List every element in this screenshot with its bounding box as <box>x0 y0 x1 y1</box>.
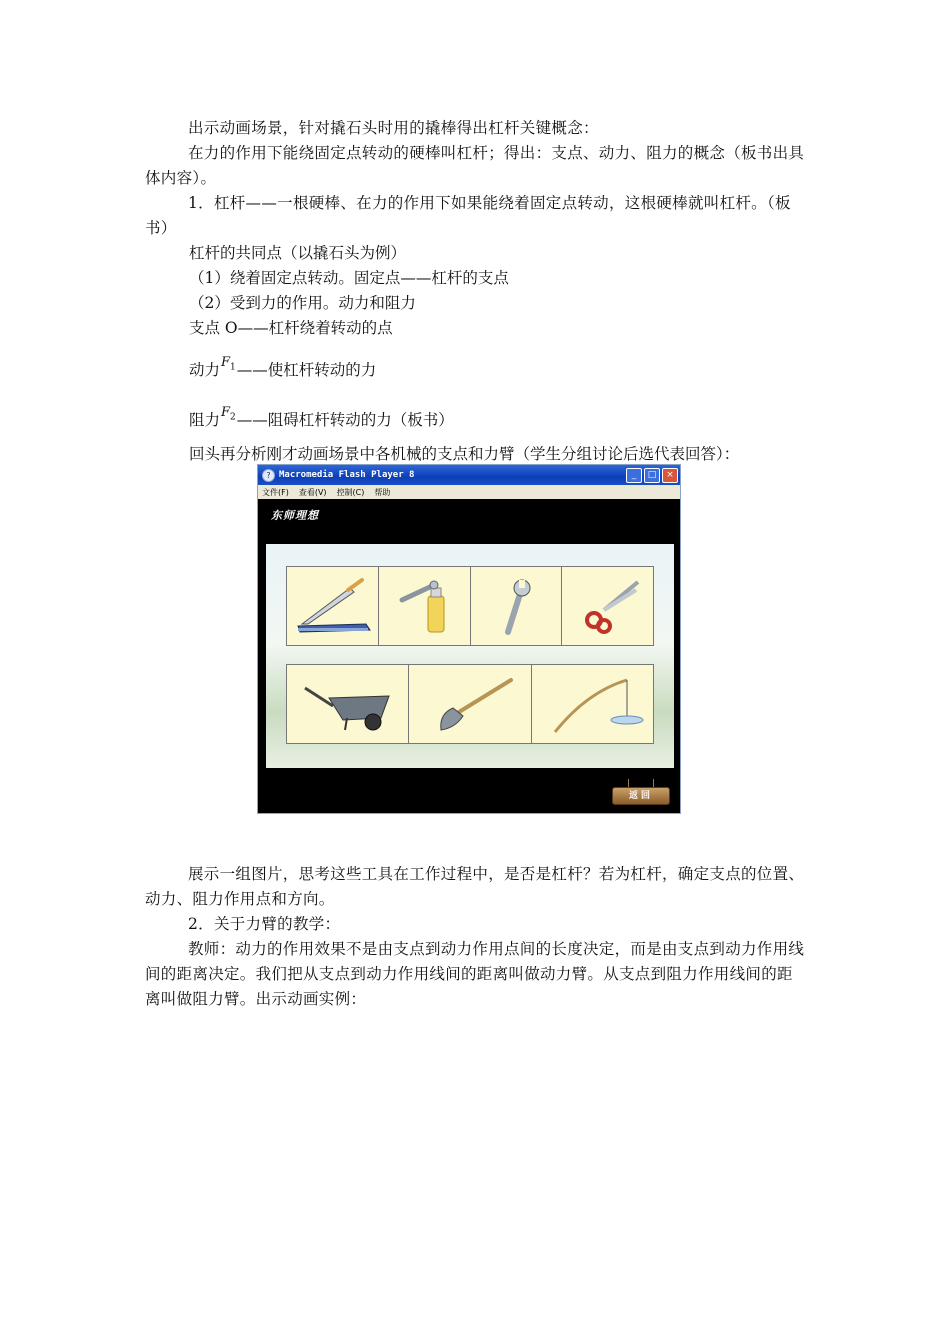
menu-view[interactable]: 查看(V) <box>298 487 327 497</box>
effort-label: 动力 <box>189 361 221 379</box>
text-point-fulcrum: （1）绕着固定点转动。固定点——杠杆的支点 <box>189 269 509 287</box>
maximize-icon[interactable]: □ <box>644 468 660 483</box>
flash-menubar <box>258 485 680 499</box>
flash-player-window <box>257 464 681 814</box>
paragraph-lever-point-1: 1．杠杆——一根硬棒、在力的作用下如果能绕着固定点转动，这根硬棒就叫杠杆。（板书） <box>145 194 791 237</box>
back-button-label: 返回 <box>612 787 670 805</box>
flash-app-icon: ? <box>262 469 275 482</box>
tools-scene <box>266 544 674 768</box>
tools-row-top <box>286 566 654 646</box>
paragraph-intro: 出示动画场景，针对撬石头时用的撬棒得出杠杆关键概念： <box>188 119 599 137</box>
heading-force-arm: 2．关于力臂的教学： <box>188 915 341 933</box>
wheelbarrow-icon[interactable] <box>287 665 409 743</box>
paragraph-lever-definition: 在力的作用下能绕固定点转动的硬棒叫杠杆；得出：支点、动力、阻力的概念（板书出具体内容）。 <box>145 144 805 187</box>
tools-row-bottom <box>286 664 654 744</box>
paper-cutter-icon[interactable] <box>287 567 379 645</box>
minimize-icon[interactable]: _ <box>626 468 642 483</box>
text-resistance-force <box>189 405 454 432</box>
window-title: Macromedia Flash Player 8 <box>279 470 415 480</box>
shovel-icon[interactable] <box>409 665 531 743</box>
text-common-points: 杠杆的共同点（以撬石头为例） <box>189 244 407 262</box>
text-fulcrum-o: 支点 O——杠杆绕着转动的点 <box>189 319 393 337</box>
resistance-desc: ——阻碍杠杆转动的力（板书） <box>236 411 454 429</box>
paragraph-force-arm: 教师：动力的作用效果不是由支点到动力作用点间的长度决定，而是由支点到动力作用线间的距离决定。我们把从支点到动力作用线间的距离叫做动力臂。从支点到阻力作用线间的距离叫做阻力臂。出示动画实例： <box>145 940 805 1008</box>
effort-desc: ——使杠杆转动的力 <box>236 361 377 379</box>
text-analyze-again: 回头再分析刚才动画场景中各机械的支点和力臂（学生分组讨论后选代表回答）： <box>189 445 740 463</box>
paragraph-show-pictures: 展示一组图片，思考这些工具在工作过程中，是否是杠杆？若为杠杆，确定支点的位置、动力、阻力作用点和方向。 <box>145 865 805 908</box>
scissors-icon[interactable] <box>562 567 653 645</box>
back-button[interactable] <box>612 779 668 803</box>
f1-symbol: F1 <box>221 355 236 373</box>
resistance-label: 阻力 <box>189 411 221 429</box>
flash-titlebar <box>258 465 680 485</box>
menu-control[interactable]: 控制(C) <box>336 487 365 497</box>
menu-help[interactable]: 帮助 <box>374 487 391 497</box>
fishing-rod-icon[interactable] <box>532 665 653 743</box>
close-icon[interactable]: × <box>662 468 678 483</box>
f2-symbol: F2 <box>221 405 236 423</box>
brand-logo: 东师理想 <box>271 509 319 522</box>
text-effort-force <box>189 355 377 382</box>
text-point-forces: （2）受到力的作用。动力和阻力 <box>189 294 416 312</box>
bottle-opener-icon[interactable] <box>379 567 471 645</box>
wrench-icon[interactable] <box>471 567 563 645</box>
menu-file[interactable]: 文件(F) <box>262 487 289 497</box>
flash-stage <box>258 499 680 813</box>
